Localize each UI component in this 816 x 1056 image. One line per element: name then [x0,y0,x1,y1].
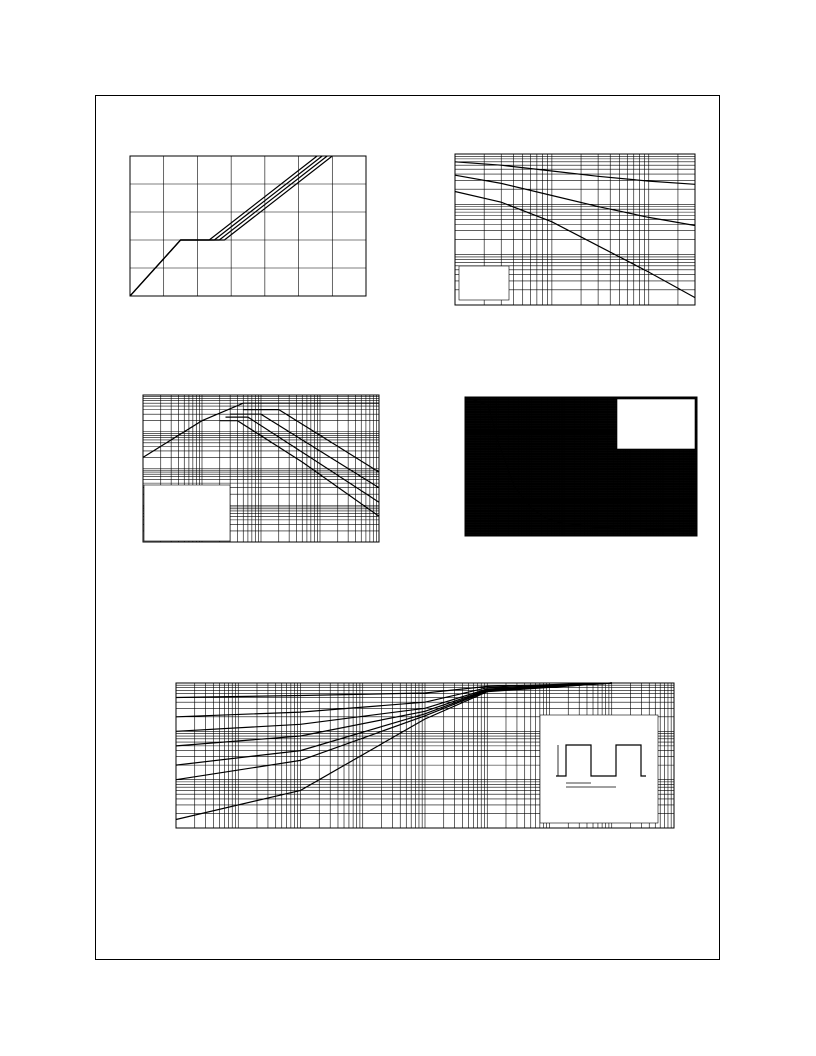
chart-3-safe-operating-area [143,395,379,542]
chart-5-transient-thermal-response [176,683,674,828]
series-line-2 [130,156,327,296]
chart-4-single-pulse-power [465,397,697,536]
plot-frame [130,156,366,296]
legend-box [144,485,230,541]
legend-box [459,266,509,300]
legend-box [617,399,695,449]
chart-1-output-characteristics [130,156,366,296]
series-line-3 [130,156,322,296]
chart-2-capacitance [455,154,695,305]
series-line-4 [130,156,317,296]
